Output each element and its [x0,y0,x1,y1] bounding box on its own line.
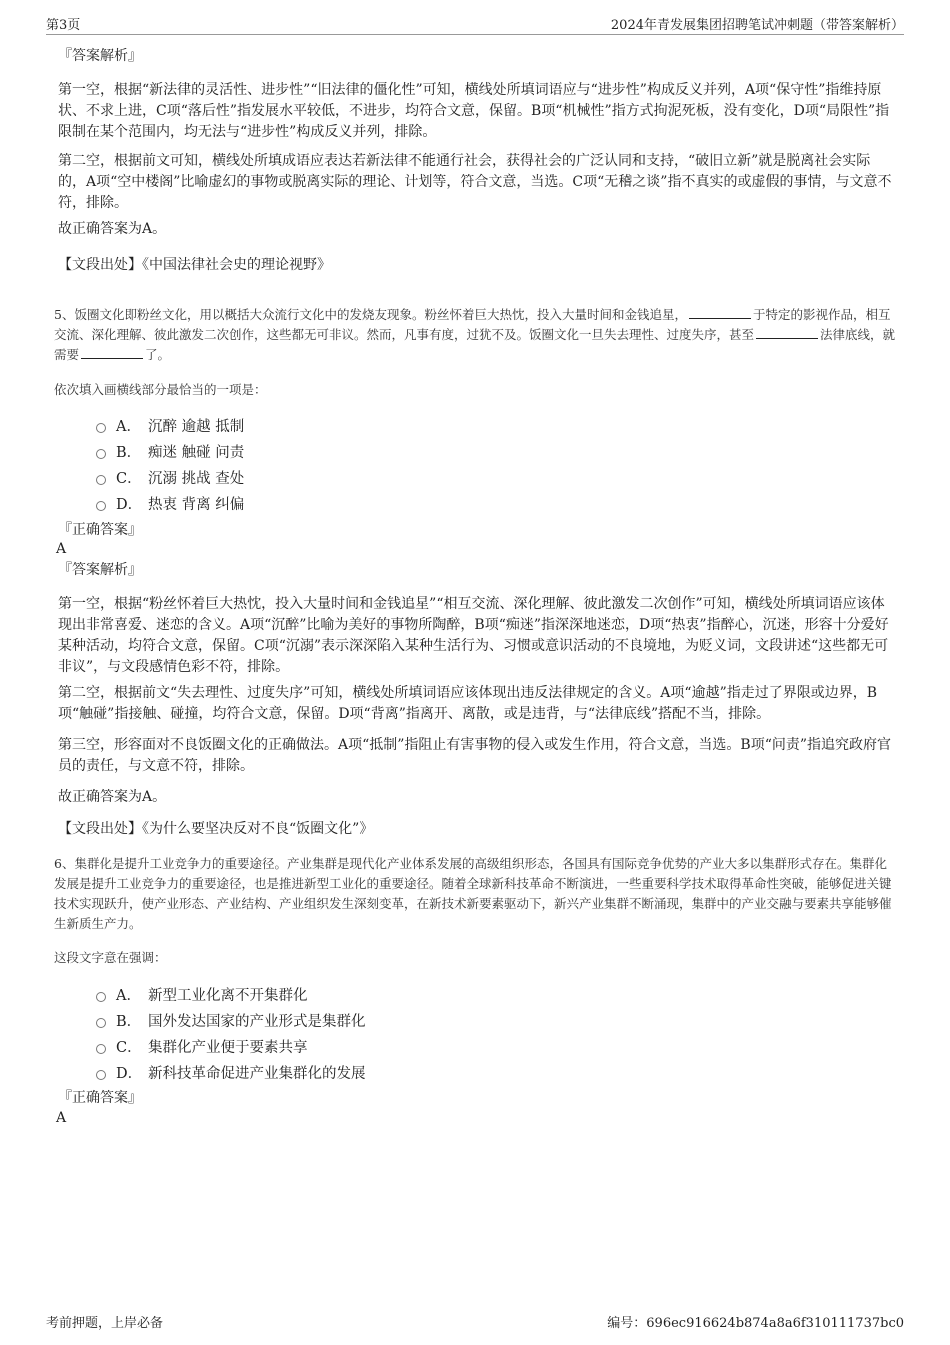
q5-analysis-para3: 第三空，形容面对不良饭圈文化的正确做法。A项“抵制”指阻止有害事物的侵入或发生作用，符合文意，当选。B项“问责”指追究政府官员的责任，与文意不符，排除。 [58,737,892,774]
q6-option-d[interactable]: D． 新科技革命促进产业集群化的发展 [96,1059,366,1085]
q5-conclusion: 故正确答案为A。 [58,789,167,805]
q6-correct-label: 『正确答案』 [58,1090,142,1106]
q6-stem: 6、集群化是提升工业竞争力的重要途径。产业集群是现代化产业体系发展的高级组织形态，各国具有国际竞争优势的产业大多以集群形式存在。集群化发展是提升工业竞争力的重要途径，也是推进新型工业化的重要途径。随着全球新科技革命不断演进，一些重要科学技术取得革命性突破，能够促进关键技术实现跃升，使产业形态、产业结构、产业组织发生深刻变革，在新技术新要素驱动下，新兴产业集群不断涌现，集群中的产业交融与要素共享能够催生新质生产力。 [54,856,892,931]
q5-analysis-para1: 第一空，根据“粉丝怀着巨大热忱，投入大量时间和金钱追星”“相互交流、深化理解、彼此激发二次创作”可知，横线处所填词语应该体现出非常喜爱、迷恋的含义。A项“沉醉”比喻为美好的事物所陶醉，B项“痴迷”指深深地迷恋，D项“热衷”指醉心，沉迷，形容十分爱好某种活动，均符合文意，保留。C项“沉溺”表示深深陷入某种生活行为、习惯或意识活动的不良境地，为贬义词，文段讲述“这些都无可非议”，与文段感情色彩不符，排除。 [58,596,889,675]
page-number: 第3页 [46,18,81,33]
q6-option-b[interactable]: B． 国外发达国家的产业形式是集群化 [96,1007,366,1033]
q4-analysis-label: 『答案解析』 [58,48,142,64]
q5-prompt: 依次填入画横线部分最恰当的一项是： [54,382,267,397]
q6-option-a[interactable]: A． 新型工业化离不开集群化 [96,981,366,1007]
q5-answer: A [56,541,67,557]
footer-slogan: 考前押题，上岸必备 [46,1316,164,1331]
fill-blank-2[interactable] [756,326,818,339]
radio-icon[interactable] [96,475,106,485]
page-header [46,12,904,35]
q4-analysis-para1: 第一空，根据“新法律的灵活性、进步性”“旧法律的僵化性”可知，横线处所填词语应与“进步性”构成反义并列，A项“保守性”指维持原状、不求上进，C项“落后性”指发展水平较低，不进步，均符合文意，保留。B项“机械性”指方式拘泥死板，没有变化，D项“局限性”指限制在某个范围内，均无法与“进步性”构成反义并列，排除。 [58,82,890,140]
q5-analysis-label: 『答案解析』 [58,562,142,578]
q4-conclusion: 故正确答案为A。 [58,221,167,237]
q6-answer: A [56,1110,67,1126]
q6-options [96,981,366,1085]
q6-prompt: 这段文字意在强调： [54,950,167,965]
q4-source: 【文段出处】《中国法律社会史的理论视野》 [58,257,331,273]
radio-icon[interactable] [96,501,106,511]
q5-analysis-para2: 第二空，根据前文“失去理性、过度失序”可知，横线处所填词语应该体现出违反法律规定的含义。A项“逾越”指走过了界限或边界，B项“触碰”指接触、碰撞，均符合文意，保留。D项“背离”指离开、离散，或是违背，与“法律底线”搭配不当，排除。 [58,685,878,722]
q4-analysis-para2: 第二空，根据前文可知，横线处所填成语应表达若新法律不能通行社会，获得社会的广泛认同和支持，“破旧立新”就是脱离社会实际的，A项“空中楼阁”比喻虚幻的事物或脱离实际的理论、计划等，符合文意，当选。C项“无稽之谈”指不真实的或虚假的事情，与文意不符，排除。 [58,153,892,211]
document-id: 编号：696ec916624b874a8a6f310111737bc0 [607,1316,904,1331]
q5-options [96,412,244,516]
q5-source: 【文段出处】《为什么要坚决反对不良“饭圈文化”》 [58,821,374,837]
radio-icon[interactable] [96,1044,106,1054]
radio-icon[interactable] [96,423,106,433]
q5-option-d[interactable]: D． 热衷 背离 纠偏 [96,490,244,516]
q5-option-a[interactable]: A． 沉醉 逾越 抵制 [96,412,244,438]
fill-blank-1[interactable] [689,306,751,319]
q5-stem: 5、饭圈文化即粉丝文化，用以概括大众流行文化中的发烧友现象。粉丝怀着巨大热忱，投入大量时间和金钱追星， 于特定的影视作品，相互交流、深化理解、彼此激发二次创作，这些都无可非议。然而，凡事有度，过犹不及。饭圈文化一旦失去理性、过度失序，甚至 法律底线，就需要 了。 [54,307,896,362]
fill-blank-3[interactable] [81,346,143,359]
radio-icon[interactable] [96,992,106,1002]
q5-option-b[interactable]: B． 痴迷 触碰 问责 [96,438,244,464]
q5-option-c[interactable]: C． 沉溺 挑战 查处 [96,464,244,490]
document-title: 2024年青发展集团招聘笔试冲刺题（带答案解析） [610,18,904,33]
q6-option-c[interactable]: C． 集群化产业便于要素共享 [96,1033,366,1059]
radio-icon[interactable] [96,1070,106,1080]
radio-icon[interactable] [96,449,106,459]
radio-icon[interactable] [96,1018,106,1028]
q5-correct-label: 『正确答案』 [58,522,142,538]
